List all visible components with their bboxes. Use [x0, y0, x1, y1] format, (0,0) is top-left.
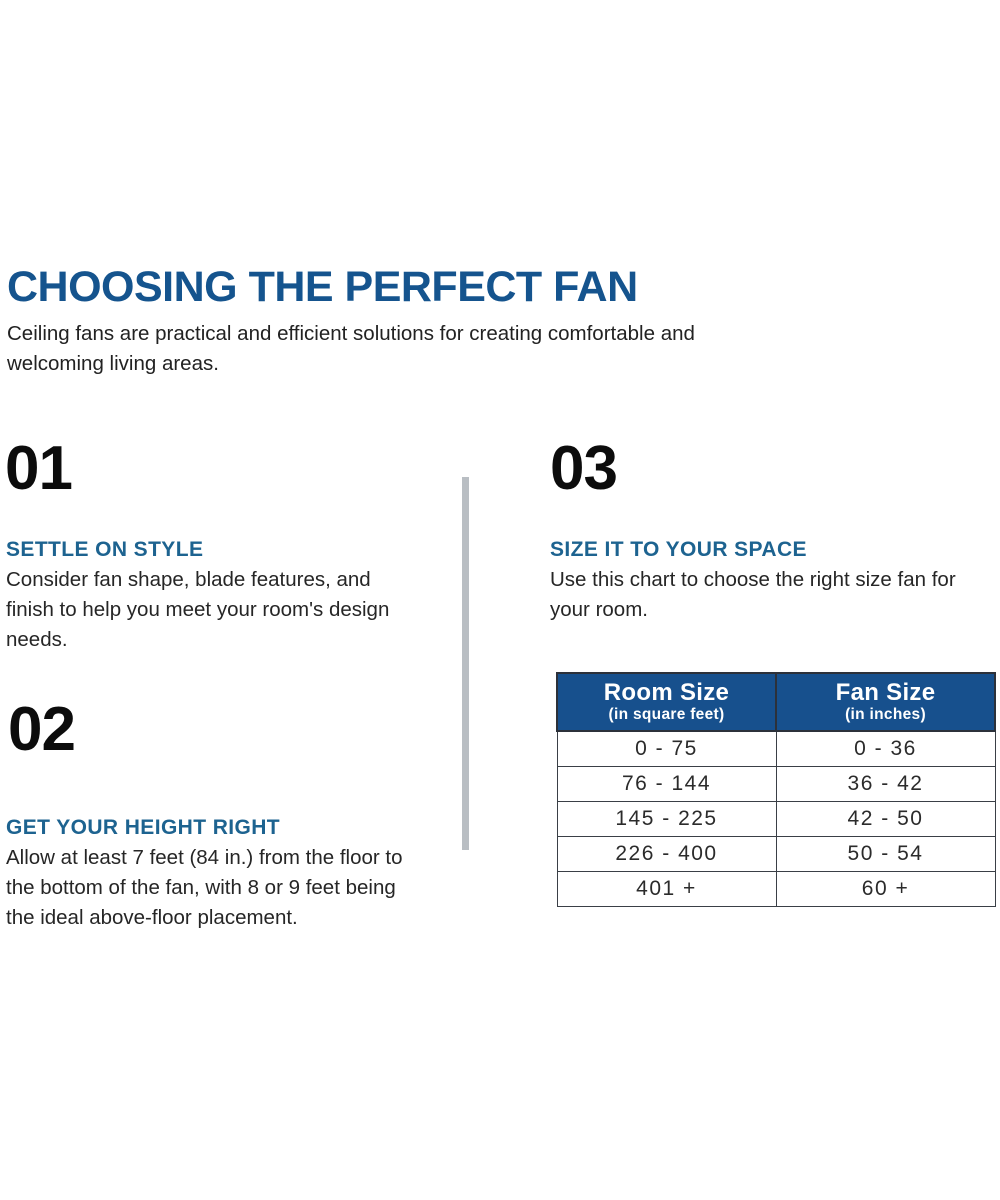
room-size-header	[557, 673, 776, 731]
fan-size-cell: 36 - 42	[776, 766, 995, 801]
table-row	[557, 801, 995, 836]
size-chart-table	[556, 672, 996, 907]
step-1-number: 01	[5, 434, 72, 503]
fan-size-header-title: Fan Size	[835, 679, 936, 706]
step-3-body: Use this chart to choose the right size fan for your room.	[550, 568, 956, 621]
table-row	[557, 766, 995, 801]
vertical-divider	[462, 477, 469, 850]
step-2-body: Allow at least 7 feet (84 in.) from the floor to the bottom of the fan, with 8 or 9 feet being the ideal above-floor placement.	[6, 846, 403, 929]
table-header-row	[557, 673, 995, 731]
room-size-cell: 401 +	[557, 871, 776, 906]
step-1-body: Consider fan shape, blade features, and finish to help you meet your room's design needs.	[6, 568, 390, 651]
room-size-cell: 145 - 225	[557, 801, 776, 836]
step-3-heading: SIZE IT TO YOUR SPACE	[550, 538, 807, 561]
room-size-cell: 226 - 400	[557, 836, 776, 871]
step-1-heading: SETTLE ON STYLE	[6, 538, 204, 561]
page-title: CHOOSING THE PERFECT FAN	[7, 263, 638, 311]
fan-size-header-subtitle: (in inches)	[845, 706, 926, 723]
step-2-heading: GET YOUR HEIGHT RIGHT	[6, 816, 281, 839]
table-row	[557, 871, 995, 906]
table-row	[557, 836, 995, 871]
fan-size-cell: 0 - 36	[776, 731, 995, 766]
fan-size-cell: 60 +	[776, 871, 995, 906]
step-3-number: 03	[550, 434, 617, 503]
step-2-number: 02	[8, 695, 75, 764]
table-row	[557, 731, 995, 766]
room-size-cell: 76 - 144	[557, 766, 776, 801]
fan-size-cell: 42 - 50	[776, 801, 995, 836]
intro-text: Ceiling fans are practical and efficient solutions for creating comfortable and welcoming living areas.	[7, 322, 695, 375]
room-size-cell: 0 - 75	[557, 731, 776, 766]
room-size-header-subtitle: (in square feet)	[608, 706, 725, 723]
room-size-header-title: Room Size	[603, 679, 730, 706]
fan-size-cell: 50 - 54	[776, 836, 995, 871]
fan-size-header	[776, 673, 995, 731]
